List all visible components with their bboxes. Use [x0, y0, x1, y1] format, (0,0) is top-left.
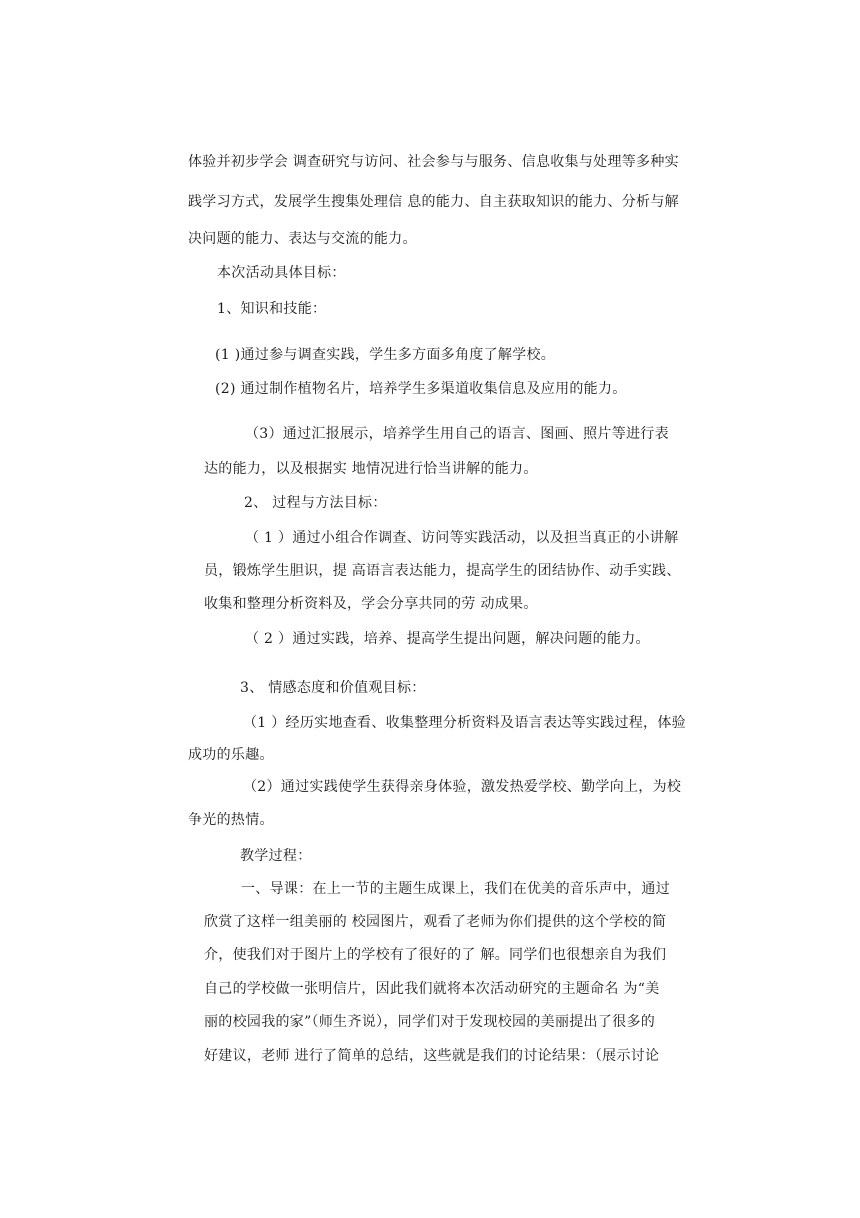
process-line-4: 自己的学校做一张明信片，因此我们就将本次活动研究的主题命名 为“美: [204, 981, 660, 997]
section1-heading: 1、知识和技能：: [217, 301, 327, 317]
intro-line-3: 决问题的能力、表达与交流的能力。: [188, 231, 417, 247]
intro-line-2: 践学习方式，发展学生搜集处理信 息的能力、自主获取知识的能力、分析与解: [188, 194, 679, 210]
section2-item1-line2: 员，锻炼学生胆识，提 高语言表达能力，提高学生的团结协作、动手实践、: [204, 563, 681, 579]
section2-item1-line1: （ 1 ）通过小组合作调查、访问等实践活动，以及担当真正的小讲解: [245, 530, 679, 546]
intro-line-1: 体验并初步学会 调查研究与访问、社会参与与服务、信息收集与处理等多种实: [188, 154, 679, 170]
section1-item3-line2: 达的能力，以及根据实 地情况进行恰当讲解的能力。: [204, 461, 538, 477]
section1-item3-line1: （3）通过汇报展示，培养学生用自己的语言、图画、照片等进行表: [245, 426, 669, 442]
process-heading: 教学过程：: [240, 848, 312, 864]
section3-item1-line1: （1 ）经历实地查看、收集整理分析资料及语言表达等实践过程，体验: [243, 715, 686, 731]
section3-heading: 3、 情感态度和价值观目标：: [240, 680, 426, 696]
section3-item2-line1: （2）通过实践使学生获得亲身体验，激发热爱学校、勤学向上，为校: [243, 779, 682, 795]
goals-heading: 本次活动具体目标：: [217, 265, 346, 281]
process-line-1: 一、导课：在上一节的主题生成课上，我们在优美的音乐声中，通过: [241, 881, 670, 897]
section2-item1-line3: 收集和整理分析资料及，学会分享共同的劳 动成果。: [204, 596, 538, 612]
process-line-3: 介，使我们对于图片上的学校有了很好的了 解。同学们也很想亲自为我们: [204, 947, 667, 963]
section1-item1: (1 )通过参与调查实践，学生多方面多角度了解学校。: [215, 347, 556, 363]
section3-item1-line2: 成功的乐趣。: [188, 747, 274, 763]
process-line-5: 丽的校园我的家”（师生齐说），同学们对于发现校园的美丽提出了很多的: [204, 1014, 656, 1030]
process-line-2: 欣赏了这样一组美丽的 校园图片，观看了老师为你们提供的这个学校的简: [204, 914, 667, 930]
process-line-6: 好建议，老师 进行了简单的总结，这些就是我们的讨论结果：（展示讨论: [204, 1048, 660, 1064]
section1-item2: (2) 通过制作植物名片，培养学生多渠道收集信息及应用的能力。: [215, 381, 627, 397]
section2-heading: 2、 过程与方法目标：: [244, 495, 387, 511]
section3-item2-line2: 争光的热情。: [188, 812, 274, 828]
section2-item2: （ 2 ）通过实践，培养、提高学生提出问题，解决问题的能力。: [245, 631, 650, 647]
